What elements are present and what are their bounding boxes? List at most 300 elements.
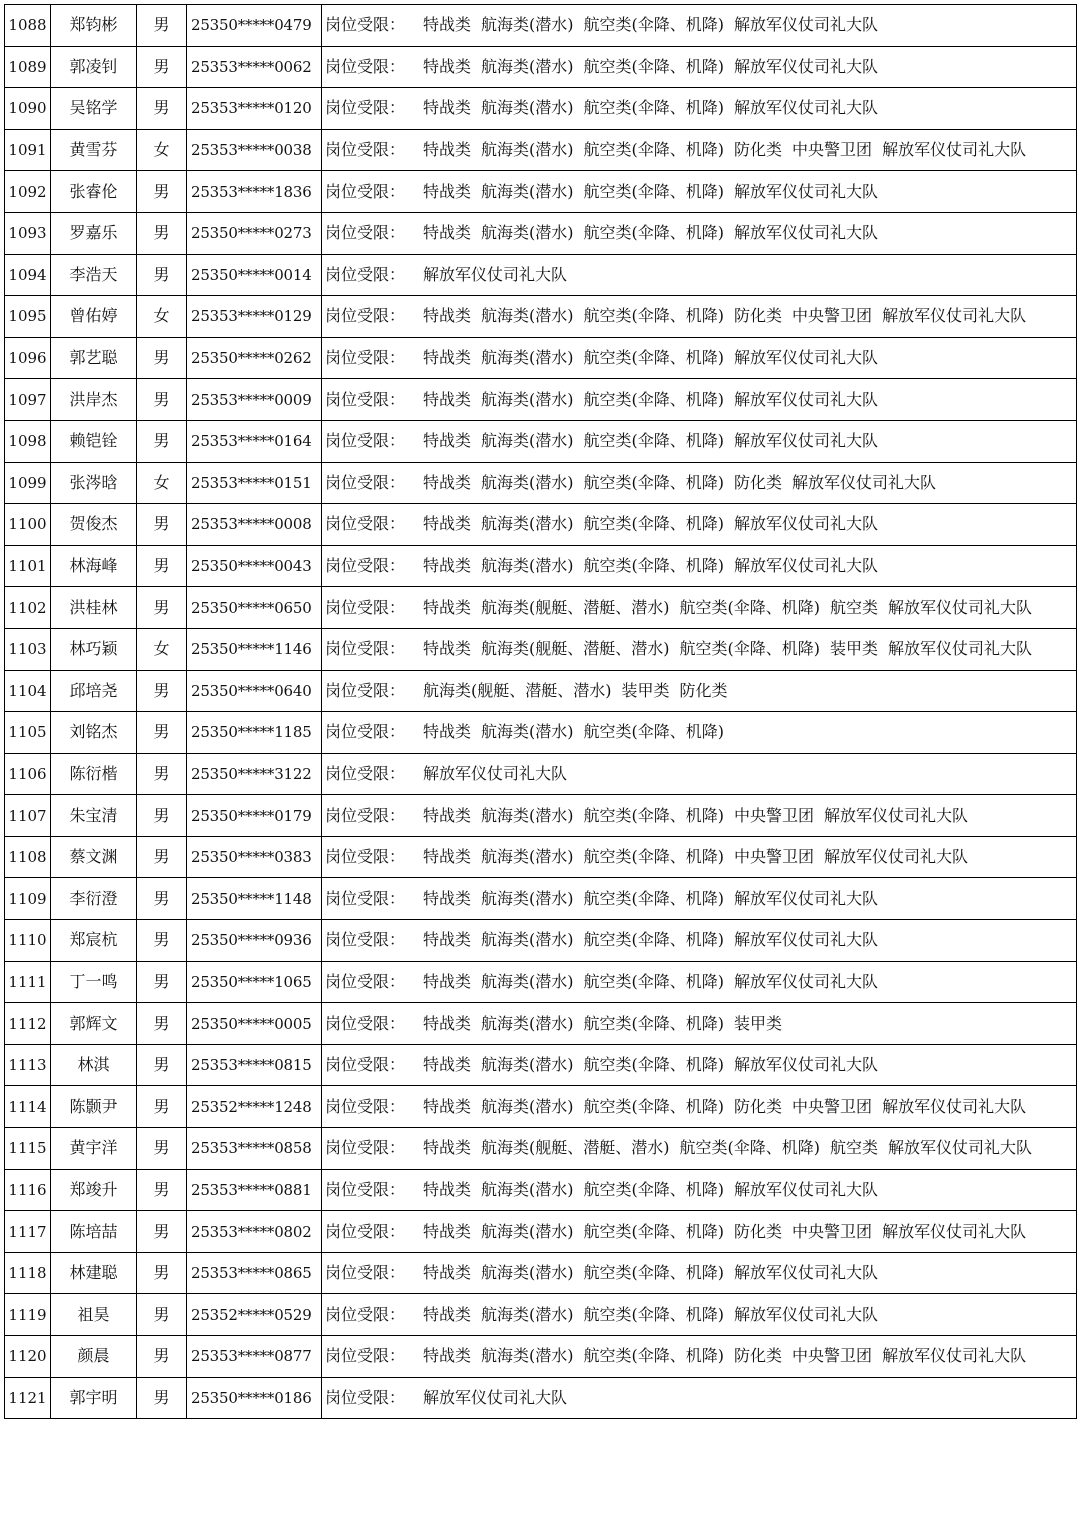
restriction-tag: 解放军仪仗司礼大队 [734, 15, 879, 35]
restriction-label: 岗位受限： [325, 763, 406, 783]
restriction-tag: 解放军仪仗司礼大队 [734, 556, 879, 576]
restriction-tag: 航空类(伞降、机降) [583, 389, 725, 409]
restriction-note [322, 920, 1077, 962]
restriction-label: 岗位受限： [325, 805, 406, 825]
table-row [5, 420, 1077, 462]
masked-id: 25353*****1836 [187, 171, 322, 213]
restriction-label: 岗位受限： [325, 639, 406, 659]
restriction-tag: 防化类 [734, 472, 783, 492]
row-number: 1107 [5, 795, 51, 837]
row-number: 1093 [5, 212, 51, 254]
gender: 男 [137, 1003, 187, 1045]
restriction-tag: 航空类 [830, 597, 879, 617]
masked-id: 25350*****0640 [187, 670, 322, 712]
restriction-tag: 解放军仪仗司礼大队 [888, 639, 1033, 659]
person-name: 林巧颖 [51, 628, 137, 670]
masked-id: 25350*****0005 [187, 1003, 322, 1045]
restriction-tag: 装甲类 [621, 680, 670, 700]
restriction-note [322, 88, 1077, 130]
restriction-label: 岗位受限： [325, 556, 406, 576]
restriction-tag: 特战类 [423, 472, 472, 492]
restriction-tag: 中央警卫团 [792, 1221, 873, 1241]
person-name: 祖昊 [51, 1294, 137, 1336]
restriction-tag: 中央警卫团 [792, 1096, 873, 1116]
person-name: 郑宸杭 [51, 920, 137, 962]
masked-id: 25350*****0650 [187, 587, 322, 629]
masked-id: 25350*****1148 [187, 878, 322, 920]
restriction-tag: 航海类(潜水) [481, 472, 574, 492]
table-row [5, 1377, 1077, 1419]
gender: 男 [137, 753, 187, 795]
restriction-tag: 航海类(潜水) [481, 98, 574, 118]
restriction-tag: 特战类 [423, 223, 472, 243]
table-row [5, 129, 1077, 171]
restriction-tag: 解放军仪仗司礼大队 [734, 181, 879, 201]
gender: 男 [137, 1252, 187, 1294]
restriction-note [322, 1044, 1077, 1086]
restriction-tag: 航海类(潜水) [481, 56, 574, 76]
row-number: 1100 [5, 504, 51, 546]
restriction-tag: 航空类(伞降、机降) [583, 556, 725, 576]
restriction-tag: 防化类 [679, 680, 728, 700]
restriction-tag: 航海类(潜水) [481, 514, 574, 534]
restriction-tag: 装甲类 [734, 1013, 783, 1033]
restriction-note [322, 587, 1077, 629]
gender: 男 [137, 795, 187, 837]
restriction-tag: 解放军仪仗司礼大队 [882, 1346, 1027, 1366]
row-number: 1110 [5, 920, 51, 962]
row-number: 1113 [5, 1044, 51, 1086]
row-number: 1095 [5, 296, 51, 338]
restriction-tag: 特战类 [423, 1179, 472, 1199]
gender: 女 [137, 129, 187, 171]
restriction-label: 岗位受限： [325, 1221, 406, 1241]
gender: 男 [137, 254, 187, 296]
gender: 男 [137, 545, 187, 587]
restriction-tag: 航空类(伞降、机降) [583, 805, 725, 825]
restriction-tag: 航空类(伞降、机降) [583, 15, 725, 35]
row-number: 1105 [5, 712, 51, 754]
restriction-tag: 解放军仪仗司礼大队 [423, 1387, 568, 1407]
person-name: 郭辉文 [51, 1003, 137, 1045]
restriction-tag: 解放军仪仗司礼大队 [734, 431, 879, 451]
restriction-tag: 特战类 [423, 181, 472, 201]
restriction-tag: 航空类(伞降、机降) [583, 56, 725, 76]
person-name: 陈培喆 [51, 1211, 137, 1253]
restriction-note [322, 1252, 1077, 1294]
restriction-tag: 中央警卫团 [792, 1346, 873, 1366]
restriction-tag: 航海类(潜水) [481, 1263, 574, 1283]
restriction-tag: 特战类 [423, 1263, 472, 1283]
row-number: 1088 [5, 5, 51, 47]
masked-id: 25353*****0815 [187, 1044, 322, 1086]
restriction-tag: 解放军仪仗司礼大队 [882, 1096, 1027, 1116]
restriction-tag: 解放军仪仗司礼大队 [734, 56, 879, 76]
row-number: 1106 [5, 753, 51, 795]
restriction-tag: 航海类(潜水) [481, 140, 574, 160]
restriction-tag: 航空类(伞降、机降) [583, 1263, 725, 1283]
restriction-tag: 航空类(伞降、机降) [583, 181, 725, 201]
gender: 男 [137, 1294, 187, 1336]
restriction-tag: 航海类(舰艇、潜艇、潜水) [481, 639, 670, 659]
restriction-note [322, 296, 1077, 338]
restriction-tag: 中央警卫团 [792, 140, 873, 160]
restriction-tag: 航海类(潜水) [481, 389, 574, 409]
restriction-tag: 航海类(潜水) [481, 431, 574, 451]
gender: 男 [137, 5, 187, 47]
restriction-tag: 航空类(伞降、机降) [583, 1221, 725, 1241]
person-name: 赖铠铨 [51, 420, 137, 462]
restriction-tag: 特战类 [423, 348, 472, 368]
restriction-tag: 防化类 [734, 1346, 783, 1366]
person-name: 陈颢尹 [51, 1086, 137, 1128]
restriction-tag: 航空类(伞降、机降) [583, 140, 725, 160]
person-name: 黄雪芬 [51, 129, 137, 171]
restriction-label: 岗位受限： [325, 847, 406, 867]
restriction-tag: 航海类(潜水) [481, 722, 574, 742]
restriction-tag: 特战类 [423, 971, 472, 991]
row-number: 1116 [5, 1169, 51, 1211]
restriction-tag: 航空类(伞降、机降) [583, 1096, 725, 1116]
restriction-note [322, 628, 1077, 670]
masked-id: 25350*****1065 [187, 961, 322, 1003]
gender: 男 [137, 420, 187, 462]
restriction-label: 岗位受限： [325, 888, 406, 908]
restriction-tag: 航海类(潜水) [481, 306, 574, 326]
restriction-tag: 解放军仪仗司礼大队 [824, 847, 969, 867]
masked-id: 25353*****0009 [187, 379, 322, 421]
masked-id: 25350*****3122 [187, 753, 322, 795]
person-name: 林建聪 [51, 1252, 137, 1294]
restriction-tag: 航海类(舰艇、潜艇、潜水) [481, 1138, 670, 1158]
restriction-label: 岗位受限： [325, 56, 406, 76]
row-number: 1111 [5, 961, 51, 1003]
restriction-tag: 航空类(伞降、机降) [679, 1138, 821, 1158]
restriction-label: 岗位受限： [325, 680, 406, 700]
restriction-tag: 航空类(伞降、机降) [583, 847, 725, 867]
restriction-tag: 解放军仪仗司礼大队 [734, 514, 879, 534]
restriction-tag: 特战类 [423, 431, 472, 451]
restriction-tag: 中央警卫团 [792, 306, 873, 326]
masked-id: 25350*****0186 [187, 1377, 322, 1419]
restriction-tag: 特战类 [423, 1221, 472, 1241]
person-name: 颜晨 [51, 1336, 137, 1378]
person-name: 郑钧彬 [51, 5, 137, 47]
gender: 男 [137, 670, 187, 712]
gender: 男 [137, 212, 187, 254]
table-row [5, 1252, 1077, 1294]
restriction-tag: 特战类 [423, 98, 472, 118]
gender: 男 [137, 878, 187, 920]
person-name: 朱宝清 [51, 795, 137, 837]
restriction-label: 岗位受限： [325, 514, 406, 534]
restriction-tag: 装甲类 [830, 639, 879, 659]
gender: 男 [137, 379, 187, 421]
restriction-note [322, 1211, 1077, 1253]
restriction-tag: 航空类(伞降、机降) [583, 514, 725, 534]
restriction-tag: 特战类 [423, 805, 472, 825]
table-row [5, 1336, 1077, 1378]
restriction-tag: 特战类 [423, 140, 472, 160]
restriction-tag: 解放军仪仗司礼大队 [734, 930, 879, 950]
restriction-tag: 航空类(伞降、机降) [583, 888, 725, 908]
restriction-tag: 航海类(潜水) [481, 181, 574, 201]
restriction-tag: 特战类 [423, 1346, 472, 1366]
restriction-note [322, 5, 1077, 47]
masked-id: 25350*****1185 [187, 712, 322, 754]
restriction-tag: 解放军仪仗司礼大队 [423, 763, 568, 783]
restriction-tag: 特战类 [423, 597, 472, 617]
person-name: 洪岸杰 [51, 379, 137, 421]
masked-id: 25353*****0858 [187, 1128, 322, 1170]
restriction-note [322, 171, 1077, 213]
restriction-label: 岗位受限： [325, 15, 406, 35]
person-name: 蔡文渊 [51, 836, 137, 878]
restriction-tag: 解放军仪仗司礼大队 [734, 1055, 879, 1075]
restriction-note [322, 795, 1077, 837]
restriction-label: 岗位受限： [325, 140, 406, 160]
restriction-tag: 航海类(潜水) [481, 15, 574, 35]
restriction-note [322, 379, 1077, 421]
person-name: 吴铭学 [51, 88, 137, 130]
restriction-tag: 解放军仪仗司礼大队 [734, 888, 879, 908]
restriction-note [322, 1377, 1077, 1419]
restriction-tag: 航海类(潜水) [481, 348, 574, 368]
restriction-note [322, 1336, 1077, 1378]
restriction-tag: 航空类(伞降、机降) [583, 722, 725, 742]
restriction-note [322, 1086, 1077, 1128]
restriction-tag: 航空类(伞降、机降) [679, 639, 821, 659]
restriction-tag: 航空类(伞降、机降) [679, 597, 821, 617]
restriction-tag: 特战类 [423, 514, 472, 534]
row-number: 1114 [5, 1086, 51, 1128]
gender: 男 [137, 337, 187, 379]
restriction-label: 岗位受限： [325, 597, 406, 617]
restriction-tag: 解放军仪仗司礼大队 [792, 472, 937, 492]
gender: 男 [137, 46, 187, 88]
table-row [5, 753, 1077, 795]
restriction-note [322, 504, 1077, 546]
row-number: 1092 [5, 171, 51, 213]
restriction-tag: 中央警卫团 [734, 847, 815, 867]
restriction-label: 岗位受限： [325, 971, 406, 991]
restriction-tag: 解放军仪仗司礼大队 [734, 971, 879, 991]
table-row [5, 5, 1077, 47]
restriction-label: 岗位受限： [325, 722, 406, 742]
restriction-tag: 航空类(伞降、机降) [583, 1346, 725, 1366]
masked-id: 25353*****0008 [187, 504, 322, 546]
table-row [5, 628, 1077, 670]
restriction-note [322, 961, 1077, 1003]
row-number: 1119 [5, 1294, 51, 1336]
restriction-note [322, 420, 1077, 462]
row-number: 1090 [5, 88, 51, 130]
restriction-note [322, 670, 1077, 712]
row-number: 1121 [5, 1377, 51, 1419]
restriction-tag: 航海类(潜水) [481, 847, 574, 867]
row-number: 1117 [5, 1211, 51, 1253]
gender: 男 [137, 1044, 187, 1086]
restriction-tag: 航空类(伞降、机降) [583, 930, 725, 950]
restriction-tag: 航空类(伞降、机降) [583, 1055, 725, 1075]
masked-id: 25352*****0529 [187, 1294, 322, 1336]
masked-id: 25353*****0802 [187, 1211, 322, 1253]
gender: 男 [137, 836, 187, 878]
restriction-label: 岗位受限： [325, 1179, 406, 1199]
gender: 男 [137, 1211, 187, 1253]
person-name: 郭宇明 [51, 1377, 137, 1419]
table-row [5, 462, 1077, 504]
person-name: 洪桂林 [51, 587, 137, 629]
table-row [5, 171, 1077, 213]
person-name: 曾佑婷 [51, 296, 137, 338]
restriction-tag: 解放军仪仗司礼大队 [734, 1304, 879, 1324]
masked-id: 25353*****0038 [187, 129, 322, 171]
restriction-tag: 解放军仪仗司礼大队 [882, 306, 1027, 326]
masked-id: 25350*****0262 [187, 337, 322, 379]
restriction-note [322, 836, 1077, 878]
restriction-tag: 特战类 [423, 15, 472, 35]
masked-id: 25353*****0881 [187, 1169, 322, 1211]
restriction-tag: 航海类(潜水) [481, 223, 574, 243]
gender: 女 [137, 462, 187, 504]
table-body [5, 5, 1077, 1419]
restriction-tag: 解放军仪仗司礼大队 [824, 805, 969, 825]
restriction-tag: 特战类 [423, 888, 472, 908]
restriction-note [322, 337, 1077, 379]
masked-id: 25353*****0865 [187, 1252, 322, 1294]
person-name: 林淇 [51, 1044, 137, 1086]
restriction-tag: 解放军仪仗司礼大队 [882, 1221, 1027, 1241]
restriction-note [322, 129, 1077, 171]
table-row [5, 961, 1077, 1003]
masked-id: 25353*****0164 [187, 420, 322, 462]
restriction-label: 岗位受限： [325, 1096, 406, 1116]
restriction-tag: 航海类(潜水) [481, 1013, 574, 1033]
restriction-tag: 特战类 [423, 1304, 472, 1324]
restriction-tag: 特战类 [423, 1096, 472, 1116]
person-name: 刘铭杰 [51, 712, 137, 754]
restriction-label: 岗位受限： [325, 1263, 406, 1283]
restriction-tag: 特战类 [423, 930, 472, 950]
restriction-note [322, 753, 1077, 795]
table-row [5, 1211, 1077, 1253]
table-row [5, 1294, 1077, 1336]
gender: 男 [137, 504, 187, 546]
table-row [5, 920, 1077, 962]
row-number: 1089 [5, 46, 51, 88]
table-row [5, 1128, 1077, 1170]
restriction-tag: 航空类 [830, 1138, 879, 1158]
restriction-note [322, 254, 1077, 296]
row-number: 1120 [5, 1336, 51, 1378]
masked-id: 25353*****0129 [187, 296, 322, 338]
restriction-tag: 特战类 [423, 556, 472, 576]
masked-id: 25353*****0151 [187, 462, 322, 504]
table-row [5, 795, 1077, 837]
row-number: 1096 [5, 337, 51, 379]
restriction-note [322, 462, 1077, 504]
restriction-label: 岗位受限： [325, 1138, 406, 1158]
restriction-tag: 航空类(伞降、机降) [583, 1179, 725, 1199]
restriction-label: 岗位受限： [325, 348, 406, 368]
restriction-tag: 解放军仪仗司礼大队 [882, 140, 1027, 160]
restriction-tag: 特战类 [423, 639, 472, 659]
gender: 男 [137, 1377, 187, 1419]
restriction-tag: 中央警卫团 [734, 805, 815, 825]
table-row [5, 212, 1077, 254]
restriction-label: 岗位受限： [325, 223, 406, 243]
restriction-tag: 航空类(伞降、机降) [583, 1304, 725, 1324]
row-number: 1097 [5, 379, 51, 421]
restriction-label: 岗位受限： [325, 1013, 406, 1033]
table-row [5, 587, 1077, 629]
row-number: 1108 [5, 836, 51, 878]
masked-id: 25350*****0014 [187, 254, 322, 296]
restriction-note [322, 545, 1077, 587]
row-number: 1094 [5, 254, 51, 296]
table-row [5, 46, 1077, 88]
restriction-tag: 解放军仪仗司礼大队 [734, 98, 879, 118]
restriction-label: 岗位受限： [325, 431, 406, 451]
table-row [5, 878, 1077, 920]
gender: 男 [137, 1086, 187, 1128]
person-name: 张睿伦 [51, 171, 137, 213]
restriction-label: 岗位受限： [325, 181, 406, 201]
gender: 男 [137, 171, 187, 213]
table-row [5, 545, 1077, 587]
masked-id: 25350*****0043 [187, 545, 322, 587]
restriction-tag: 解放军仪仗司礼大队 [734, 348, 879, 368]
restriction-note [322, 1169, 1077, 1211]
person-name: 李衍澄 [51, 878, 137, 920]
restriction-note [322, 712, 1077, 754]
gender: 男 [137, 712, 187, 754]
restriction-tag: 航海类(潜水) [481, 1055, 574, 1075]
row-number: 1115 [5, 1128, 51, 1170]
person-name: 陈衍楷 [51, 753, 137, 795]
restriction-tag: 航海类(潜水) [481, 1304, 574, 1324]
restriction-tag: 解放军仪仗司礼大队 [423, 264, 568, 284]
restriction-tag: 解放军仪仗司礼大队 [734, 389, 879, 409]
person-name: 林海峰 [51, 545, 137, 587]
restriction-label: 岗位受限： [325, 98, 406, 118]
gender: 男 [137, 587, 187, 629]
row-number: 1104 [5, 670, 51, 712]
restriction-tag: 特战类 [423, 722, 472, 742]
masked-id: 25350*****0179 [187, 795, 322, 837]
restriction-tag: 航空类(伞降、机降) [583, 98, 725, 118]
masked-id: 25353*****0062 [187, 46, 322, 88]
table-row [5, 504, 1077, 546]
restriction-tag: 特战类 [423, 1138, 472, 1158]
masked-id: 25352*****1248 [187, 1086, 322, 1128]
row-number: 1091 [5, 129, 51, 171]
restriction-tag: 航空类(伞降、机降) [583, 1013, 725, 1033]
restriction-note [322, 212, 1077, 254]
restriction-label: 岗位受限： [325, 1304, 406, 1324]
restriction-tag: 防化类 [734, 306, 783, 326]
restriction-tag: 航海类(潜水) [481, 1096, 574, 1116]
restriction-label: 岗位受限： [325, 1346, 406, 1366]
table-row [5, 712, 1077, 754]
restriction-note [322, 1003, 1077, 1045]
person-name: 郭艺聪 [51, 337, 137, 379]
table-row [5, 254, 1077, 296]
restriction-tag: 航海类(舰艇、潜艇、潜水) [481, 597, 670, 617]
restriction-tag: 解放军仪仗司礼大队 [734, 1179, 879, 1199]
restriction-tag: 航空类(伞降、机降) [583, 971, 725, 991]
